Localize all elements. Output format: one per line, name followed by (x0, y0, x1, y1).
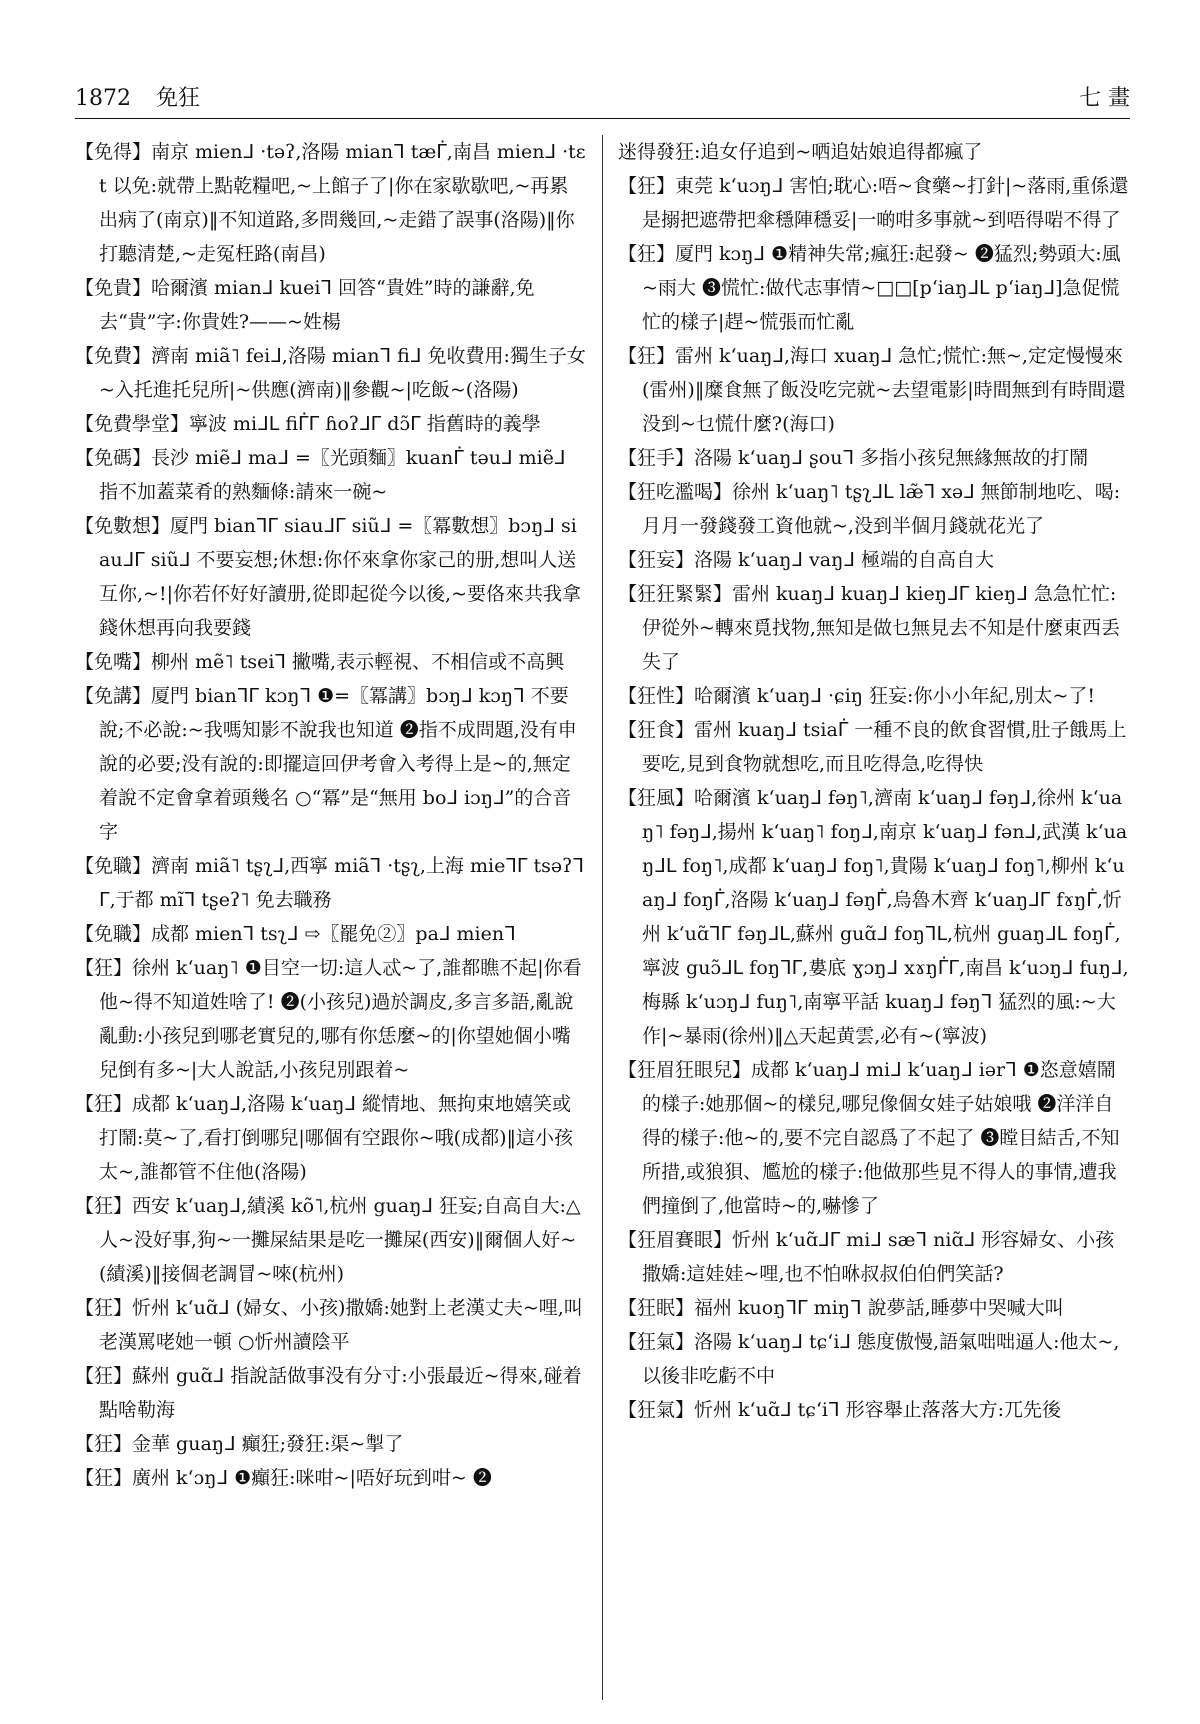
dictionary-entry: 【狂眉賽眼】忻州 kʻuɑ̃ᒧᒥ miᒧ sæᒣ niɑ̃ᒧ 形容婦女、小孩撒嬌:這娃娃~哩,也不怕咻叔叔伯伯們笑話? (618, 1229, 1115, 1285)
column-divider (602, 135, 603, 1700)
dictionary-entry: 【免碼】長沙 miẽᒧ maᒧ =〖光頭麵〗kuanᒦ təuᒧ miẽᒧ 指不加蓋菜肴的熟麵條:請來一碗~ (75, 447, 566, 503)
dictionary-entry: 【免得】南京 mienᒧ ·təʔ,洛陽 mianᒣ tæᒦ,南昌 mienᒧ ·tɛt 以免:就帶上點乾糧吧,~上館子了|你在家歇歇吧,~再累出病了(南京)‖不知道路,多問幾回,~走錯了誤事(洛陽)‖你打聽清楚,~走冤枉路(南昌) (75, 141, 586, 265)
dictionary-entry: 【狂】東莞 kʻuɔŋᒧ 害怕;耽心:唔~食藥~打針|~落雨,重係還是搦把遮帶把傘穩陣穩妥|一啲咁多事就~到唔得啱不得了 (618, 175, 1129, 231)
dictionary-entry: 【免貴】哈爾濱 mianᒧ kueiᒣ 回答“貴姓”時的謙辭,免去“貴”字:你貴姓?——~姓楊 (75, 277, 535, 333)
dictionary-entry: 【狂氣】洛陽 kʻuaŋᒧ tɕʻiᒧ 態度傲慢,語氣咄咄逼人:他太~,以後非吃虧不中 (618, 1331, 1120, 1387)
dictionary-columns (75, 135, 1130, 1700)
dictionary-entry: 【狂】廣州 kʻɔŋᒧ ❶癲狂:咪咁~|唔好玩到咁~ ❷ (75, 1467, 492, 1489)
dictionary-entry: 【狂狂緊緊】雷州 kuaŋᒧ kuaŋᒧ kieŋᒧᒥ kieŋᒧ 急急忙忙:伊從外~轉來覓找物,無知是做乜無見去不知是什麼東西丢失了 (618, 583, 1120, 673)
dictionary-entry: 【狂】忻州 kʻuɑ̃ᒧ (婦女、小孩)撒嬌:她對上老漢丈夫~哩,叫老漢罵咾她一頓 ○忻州讀陰平 (75, 1297, 583, 1353)
dictionary-entry: 【免數想】厦門 bianᒣᒥ siauᒧᒥ siũᒧ =〖冪數想〗bɔŋᒧ siauᒧᒥ siũᒧ 不要妄想;休想:你伓來拿你家己的册,想叫人送互你,~!|你若伓好好讀册,從即起從今以後,~要佫來共我拿錢休想再向我要錢 (75, 515, 581, 639)
page-number: 1872 (75, 86, 131, 111)
dictionary-entry: 【狂】徐州 kʻuaŋ˥ ❶目空一切:這人忒~了,誰都瞧不起|你看他~得不知道姓啥了! ❷(小孩兒)過於調皮,多言多語,亂說亂動:小孩兒到哪老實兒的,哪有你恁麼~的|你望她個小嘴兒倒有多~|大人說話,小孩兒別跟着~ (75, 957, 582, 1081)
dictionary-entry: 【狂】成都 kʻuaŋᒧ,洛陽 kʻuaŋᒧ 縱情地、無拘束地嬉笑或打鬧:莫~了,看打倒哪兒|哪個有空跟你~哦(成都)‖這小孩太~,誰都管不住他(洛陽) (75, 1093, 574, 1183)
dictionary-entry: 【狂】金華 guaŋᒧ 癲狂;發狂:渠~掣了 (75, 1433, 404, 1455)
dictionary-entry: 【狂風】哈爾濱 kʻuaŋᒧ fəŋ˥,濟南 kʻuaŋᒧ fəŋᒧ,徐州 kʻuaŋ˥ fəŋᒧ,揚州 kʻuaŋ˥ foŋᒧ,南京 kʻuaŋᒧ fənᒧ,武漢 kʻuaŋᒧᒪ foŋ˥,成都 kʻuaŋᒧ foŋ˥,貴陽 kʻuaŋᒧ foŋ˥,柳州 kʻuaŋᒧ foŋᒦ,洛陽 kʻuaŋᒧ fəŋᒦ,烏魯木齊 kʻuaŋᒧᒥ fɤŋᒦ,忻州 kʻuɑ̃ᒣᒥ fəŋᒧᒪ,蘇州 guɑ̃ᒧ foŋᒣᒪ,杭州 guaŋᒧᒪ foŋᒦ,寧波 guɔ̃ᒧᒪ foŋᒣᒥ,婁底 ɣɔŋᒧ xɤŋᒦᒥ,南昌 kʻuɔŋᒧ fuŋᒧ,梅縣 kʻuɔŋᒧ fuŋ˥,南寧平話 kuaŋᒧ fəŋᒣ 猛烈的風:~大作|~暴雨(徐州)‖△天起黄雲,必有~(寧波) (618, 787, 1129, 1047)
dictionary-entry: 【免職】成都 mienᒣ tsʅᒧ ⇨〖罷免②〗paᒧ mienᒣ (75, 923, 516, 945)
dictionary-entry: 【狂眉狂眼兒】成都 kʻuaŋᒧ miᒧ kʻuaŋᒧ iərᒣ ❶恣意嬉鬧的樣子:她那個~的樣兒,哪兒像個女娃子姑娘哦 ❷洋洋自得的樣子:他~的,要不完自認爲了不起了 ❸瞠目結舌,不知所措,或狼狽、尷尬的樣子:他做那些見不得人的事情,遭我們撞倒了,他當時~的,嚇慘了 (618, 1059, 1120, 1217)
page-header (75, 72, 1130, 119)
dictionary-entry: 【免費學堂】寧波 miᒧᒪ fiᒦᒥ ɦoʔᒧᒥ dɔ̃ᒥ 指舊時的義學 (75, 413, 541, 435)
header-right (1057, 81, 1130, 112)
right-column (618, 135, 1130, 1700)
dictionary-entry: 【狂】雷州 kʻuaŋᒧ,海口 xuaŋᒧ 急忙;慌忙:無~,定定慢慢來(雷州)‖糜食無了飯没吃完就~去望電影|時間無到有時間還没到~乜慌什麼?(海口) (618, 345, 1126, 435)
dictionary-entry: 【狂食】雷州 kuaŋᒧ tsiaᒦ 一種不良的飲食習慣,肚子餓馬上要吃,見到食物就想吃,而且吃得急,吃得快 (618, 719, 1127, 775)
left-column (75, 135, 587, 1700)
dictionary-entry: 【狂】蘇州 guɑ̃ᒧ 指說話做事没有分寸:小張最近~得來,碰着點啥勒海 (75, 1365, 582, 1421)
dictionary-entry: 【狂性】哈爾濱 kʻuaŋᒧ ·ɕiŋ 狂妄:你小小年紀,別太~了! (618, 685, 1096, 707)
dictionary-entry: 【狂吃濫喝】徐州 kʻuaŋ˥ tʂʅᒧᒪ læ̃ᒣ xəᒧ 無節制地吃、喝:月月一發錢發工資他就~,没到半個月錢就花光了 (618, 481, 1121, 537)
dictionary-entry: 【狂妄】洛陽 kʻuaŋᒧ vaŋᒧ 極端的自高自大 (618, 549, 994, 571)
dictionary-entry: 【狂】西安 kʻuaŋᒧ,績溪 kõ˥,杭州 guaŋᒧ 狂妄;自高自大:△人~没好事,狗~一攤屎結果是吃一攤屎(西安)‖爾個人好~(績溪)‖接個老調冒~唻(杭州) (75, 1195, 581, 1285)
dictionary-entry: 【免費】濟南 miã˥ feiᒧ,洛陽 mianᒣ fiᒧ 免收費用:獨生子女~入托進托兒所|~供應(濟南)‖參觀~|吃飯~(洛陽) (75, 345, 586, 401)
header-left (75, 81, 218, 112)
dictionary-entry: 【狂手】洛陽 kʻuaŋᒧ ʂouᒣ 多指小孩兒無緣無故的打鬧 (618, 447, 1089, 469)
dictionary-entry: 【狂】厦門 kɔŋᒧ ❶精神失常;瘋狂:起發~ ❷猛烈;勢頭大:風~雨大 ❸慌忙:做代志事情~□□[pʻiaŋᒧᒪ pʻiaŋᒧ]急促慌忙的樣子|趕~慌張而忙亂 (618, 243, 1121, 333)
dictionary-entry: 【狂眠】福州 kuoŋᒣᒥ miŋᒣ 說夢話,睡夢中哭喊大叫 (618, 1297, 1064, 1319)
stroke-count-label: 七 畫 (1079, 86, 1130, 111)
dictionary-entry: 【狂氣】忻州 kʻuɑ̃ᒧ tɕʻiᒣ 形容舉止落落大方:兀先後 (618, 1399, 1062, 1421)
dictionary-entry: 迷得發狂:追女仔追到~哂追姑娘追得都瘋了 (618, 141, 983, 163)
section-title: 免狂 (156, 86, 201, 111)
dictionary-entry: 【免職】濟南 miã˥ tʂʅᒧ,西寧 miãᒣ ·tʂʅ,上海 mieᒣᒥ tsəʔᒣᒥ,于都 mĩᒣ tʂeʔ˥ 免去職務 (75, 855, 584, 911)
dictionary-entry: 【免講】厦門 bianᒣᒥ kɔŋᒣ ❶=〖冪講〗bɔŋᒧ kɔŋᒣ 不要說;不必說:~我嗎知影不說我也知道 ❷指不成問題,没有申說的必要;没有說的:即擺這回伊考會入考得上是~的,無定着說不定會拿着頭幾名 ○“冪”是“無用 boᒧ iɔŋᒧ”的合音字 (75, 685, 577, 843)
dictionary-entry: 【免嘴】柳州 mẽ˥ tseiᒣ 撇嘴,表示輕視、不相信或不高興 (75, 651, 565, 673)
